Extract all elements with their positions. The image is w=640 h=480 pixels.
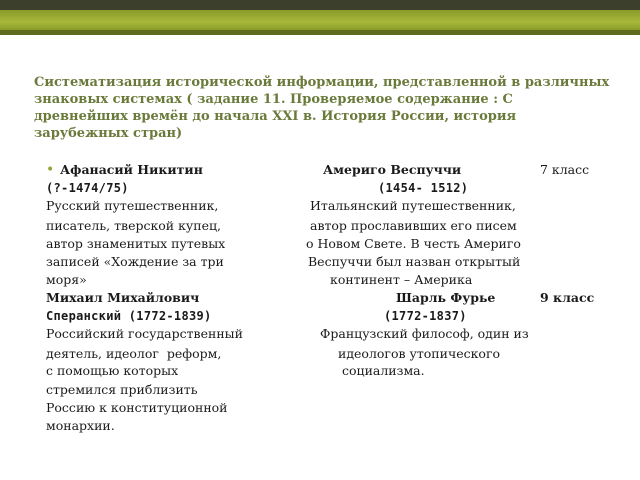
- grade-7-label: 7 класс: [540, 162, 590, 177]
- vespucci-desc-line-1: Итальянский путешественник,: [310, 198, 516, 213]
- nikitin-desc-line-5: моря»: [46, 272, 87, 287]
- header-stripe-shadow: [0, 30, 640, 35]
- vespucci-desc-line-2: автор прославивших его писем: [310, 218, 517, 233]
- nikitin-years: (?-1474/75): [46, 181, 129, 195]
- bullet-icon: •: [46, 162, 55, 178]
- speransky-desc-line-1: Российский государственный: [46, 326, 243, 341]
- vespucci-name: Америго Веспуччи: [323, 162, 462, 177]
- vespucci-desc-line-5: континент – Америка: [330, 272, 473, 287]
- fourier-name: Шарль Фурье: [396, 290, 496, 305]
- fourier-desc-line-2: идеологов утопического: [338, 346, 501, 361]
- speransky-desc-line-2: деятель, идеолог реформ,: [46, 346, 222, 361]
- header-stripe: [0, 10, 640, 30]
- nikitin-desc-line-4: записей «Хождение за три: [46, 254, 224, 269]
- slide-title: Систематизация исторической информации, представленной в различных знаковых системах ( задание 11. Проверяемое содержание : С древнейших времён до начала XXI в. История России, история зарубежных стран): [34, 75, 610, 141]
- speransky-desc-line-5: Россию к конституционной: [46, 400, 228, 415]
- speransky-desc-line-4: стремился приблизить: [46, 382, 198, 397]
- speransky-desc-line-3: с помощью которых: [46, 363, 179, 378]
- speransky-name: Михаил Михайлович: [46, 290, 200, 305]
- header-band: [0, 0, 640, 10]
- nikitin-desc-line-1: Русский путешественник,: [46, 198, 219, 213]
- nikitin-desc-line-2: писатель, тверской купец,: [46, 218, 222, 233]
- nikitin-desc-line-3: автор знаменитых путевых: [46, 236, 226, 251]
- grade-9-label: 9 класс: [540, 290, 595, 305]
- fourier-years: (1772-1837): [384, 309, 467, 323]
- nikitin-name: Афанасий Никитин: [60, 162, 203, 177]
- vespucci-desc-line-4: Веспуччи был назван открытый: [308, 254, 521, 269]
- speransky-desc-line-6: монархии.: [46, 418, 115, 433]
- fourier-desc-line-3: социализма.: [342, 363, 425, 378]
- vespucci-desc-line-3: о Новом Свете. В честь Америго: [306, 236, 521, 251]
- speransky-surname-years: Сперанский (1772-1839): [46, 309, 212, 323]
- vespucci-years: (1454- 1512): [378, 181, 469, 195]
- fourier-desc-line-1: Французский философ, один из: [320, 326, 529, 341]
